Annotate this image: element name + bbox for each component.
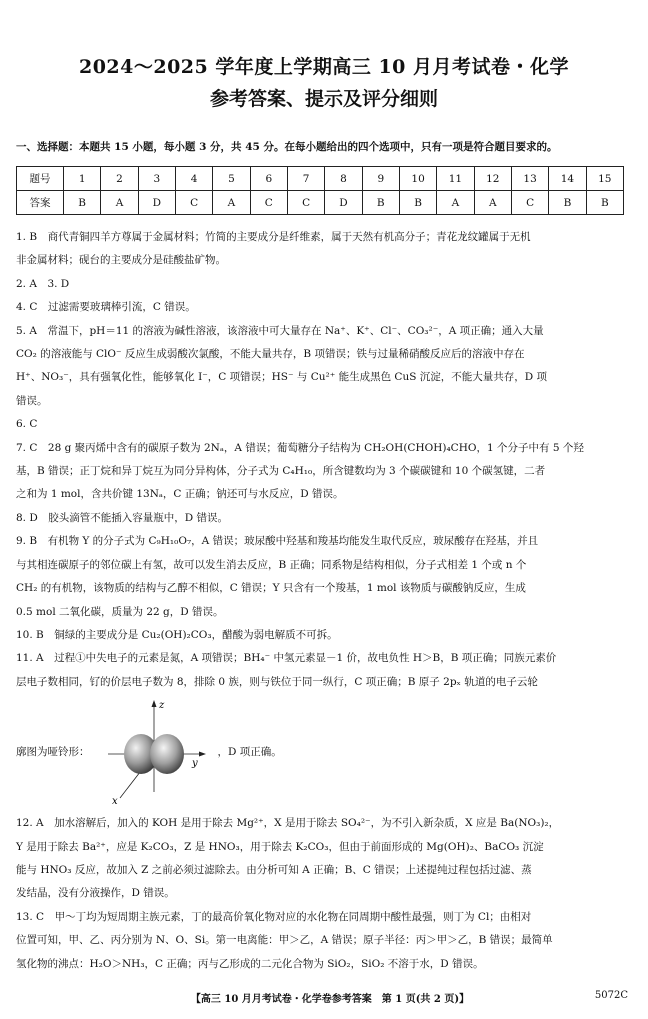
footer-text: 【高三 10 月月考试卷・化学卷参考答案 第 1 页(共 2 页)】 (190, 994, 470, 1005)
text-line: 位置可知，甲、乙、丙分别为 N、O、Si。第一电离能：甲＞乙，A 错误；原子半径：丙＞甲＞乙，B 错误；最简单 (16, 934, 553, 947)
text-line: 12. A 加水溶解后，加入的 KOH 是用于除去 Mg²⁺，X 是用于除去 SO₄²⁻，为不引入新杂质，X 应是 Ba(NO₃)₂， (16, 817, 560, 830)
text-line: 与其相连碳原子的邻位碳上有氢，故可以发生消去反应，B 正确；同系物是结构相似，分子式相差 1 个或 n 个 (16, 558, 527, 571)
y-axis-label: y (191, 758, 198, 770)
text-span: ，D 项正确。 (217, 746, 282, 759)
table-cell: 5 (213, 167, 250, 191)
table-cell: 6 (250, 167, 287, 191)
answer-item-12 (16, 812, 628, 906)
z-axis-label: z (158, 700, 164, 712)
text-line: 11. A 过程①中失电子的元素是氮，A 项错误；BH₄⁻ 中氢元素显－1 价，故电负性 H＞B，B 项正确；同族元素价 (16, 652, 557, 665)
text-line: 5. A 常温下，pH＝11 的溶液为碱性溶液，该溶液中可大量存在 Na⁺、K⁺、Cl⁻、CO₃²⁻，A 项正确；通入大量 (16, 324, 544, 337)
table-cell: D (138, 191, 175, 215)
x-axis-label: x (111, 796, 118, 808)
table-cell: B (549, 191, 586, 215)
section-heading: 一、选择题：本题共 15 小题，每小题 3 分，共 45 分。在每小题给出的四个选项中，只有一项是符合题目要求的。 (16, 141, 558, 153)
answer-item-1 (16, 226, 628, 273)
table-cell: 1 (64, 167, 101, 191)
answer-item-4: 4. C 过滤需要玻璃棒引流，C 错误。 (16, 301, 196, 314)
table-cell: A (101, 191, 138, 215)
answer-item-7 (16, 437, 628, 507)
text-line: 错误。 (16, 394, 48, 407)
text-line: 之和为 1 mol，含共价键 13Nₐ，C 正确；钠还可与水反应，D 错误。 (16, 488, 344, 501)
table-cell: 10 (399, 167, 436, 191)
table-header-cell: 题号 (17, 167, 64, 191)
answer-explanations (16, 226, 628, 976)
table-cell: A (474, 191, 511, 215)
text-line: 9. B 有机物 Y 的分子式为 C₉H₁₀O₇，A 错误；玻尿酸中羟基和羧基均能发生取代反应，玻尿酸存在羟基，并且 (16, 535, 539, 548)
table-cell: 7 (287, 167, 324, 191)
page-subtitle: 参考答案、提示及评分细则 (209, 88, 438, 110)
y-axis-arrow (199, 752, 206, 757)
table-cell: 12 (474, 167, 511, 191)
text-line: 非金属材料；砚台的主要成分是硅酸盐矿物。 (16, 254, 226, 267)
answer-item-9 (16, 530, 628, 624)
answer-item-11 (16, 647, 628, 812)
p-orbital-figure (94, 694, 214, 812)
table-cell: 15 (586, 167, 623, 191)
text-line: 发结晶，没有分液操作，D 错误。 (16, 887, 175, 900)
table-cell: C (287, 191, 324, 215)
footer-code: 5072C (594, 990, 628, 1001)
table-cell: A (213, 191, 250, 215)
table-header-cell: 答案 (17, 191, 64, 215)
answer-item-6: 6. C (16, 418, 38, 431)
text-line: CO₂ 的溶液能与 ClO⁻ 反应生成弱酸次氯酸，不能大量共存，B 项错误；铁与过量稀硝酸反应后的溶液中存在 (16, 348, 525, 361)
text-line: 基，B 错误；正丁烷和异丁烷互为同分异构体，分子式为 C₄H₁₀，所含键数均为 3 个碳碳键和 10 个碳氢键，二者 (16, 465, 546, 478)
answer-table-row-numbers (17, 167, 624, 191)
text-line: 层电子数相同，钌的价层电子数为 8，排除 0 族，则与铁位于同一纵行，C 项正确；B 原子 2pₓ 轨道的电子云轮 (16, 675, 538, 688)
table-cell: C (511, 191, 548, 215)
z-axis-arrow (151, 700, 156, 707)
text-line: CH₂ 的有机物，该物质的结构与乙醇不相似，C 错误；Y 只含有一个羧基，1 mol 该物质与碳酸钠反应，生成 (16, 582, 526, 595)
table-cell: B (64, 191, 101, 215)
table-cell: D (325, 191, 362, 215)
answer-item-10: 10. B 铜绿的主要成分是 Cu₂(OH)₂CO₃，醋酸为弱电解质不可拆。 (16, 628, 338, 641)
text-line: H⁺、NO₃⁻，具有强氧化性，能够氧化 I⁻，C 项错误；HS⁻ 与 Cu²⁺ 能生成黑色 CuS 沉淀，不能大量共存，D 项 (16, 371, 548, 384)
answer-item-2-3: 2. A 3. D (16, 277, 70, 290)
table-cell: 4 (175, 167, 212, 191)
table-cell: C (175, 191, 212, 215)
table-cell: A (437, 191, 474, 215)
text-line: 氢化物的沸点：H₂O＞NH₃，C 正确；丙与乙形成的二元化合物为 SiO₂，SiO₂ 不溶于水，D 错误。 (16, 957, 484, 970)
table-cell: 8 (325, 167, 362, 191)
answer-table (16, 166, 624, 215)
text-line: 7. C 28 g 聚丙烯中含有的碳原子数为 2Nₐ，A 错误；葡萄糖分子结构为 CH₂OH(CHOH)₄CHO，1 个分子中有 5 个羟 (16, 441, 584, 454)
text-line: Y 是用于除去 Ba²⁺，应是 K₂CO₃，Z 是 HNO₃，用于除去 K₂CO₃，但由于前面形成的 Mg(OH)₂、BaCO₃ 沉淀 (16, 840, 544, 853)
text-line: 能与 HNO₃ 反应，故加入 Z 之前必须过滤除去。由分析可知 A 正确；B、C 错误；上述提纯过程包括过滤、蒸 (16, 863, 532, 876)
table-cell: 13 (511, 167, 548, 191)
page-title: 2024～2025 学年度上学期高三 10 月月考试卷・化学 (78, 56, 570, 78)
answer-item-5 (16, 320, 628, 414)
text-span: 廓图为哑铃形： (16, 746, 90, 759)
orbital-lobe-right (150, 734, 184, 774)
text-line: 1. B 商代青铜四羊方尊属于金属材料；竹简的主要成分是纤维素，属于天然有机高分子；青花龙纹罐属于无机 (16, 231, 531, 243)
table-cell: B (362, 191, 399, 215)
text-line: 0.5 mol 二氧化碳，质量为 22 g，D 错误。 (16, 605, 224, 618)
answer-item-13 (16, 906, 628, 976)
text-line: 13. C 甲～丁均为短周期主族元素，丁的最高价氧化物对应的水化物在同周期中酸性最强，则丁为 Cl；由相对 (16, 910, 532, 923)
table-cell: 3 (138, 167, 175, 191)
table-cell: 11 (437, 167, 474, 191)
orbital-line (16, 694, 628, 812)
table-cell: 14 (549, 167, 586, 191)
table-cell: 9 (362, 167, 399, 191)
answer-table-row-answers (17, 191, 624, 215)
table-cell: B (399, 191, 436, 215)
table-cell: B (586, 191, 623, 215)
table-cell: 2 (101, 167, 138, 191)
table-cell: C (250, 191, 287, 215)
answer-item-8: 8. D 胶头滴管不能插入容量瓶中，D 错误。 (16, 511, 229, 524)
